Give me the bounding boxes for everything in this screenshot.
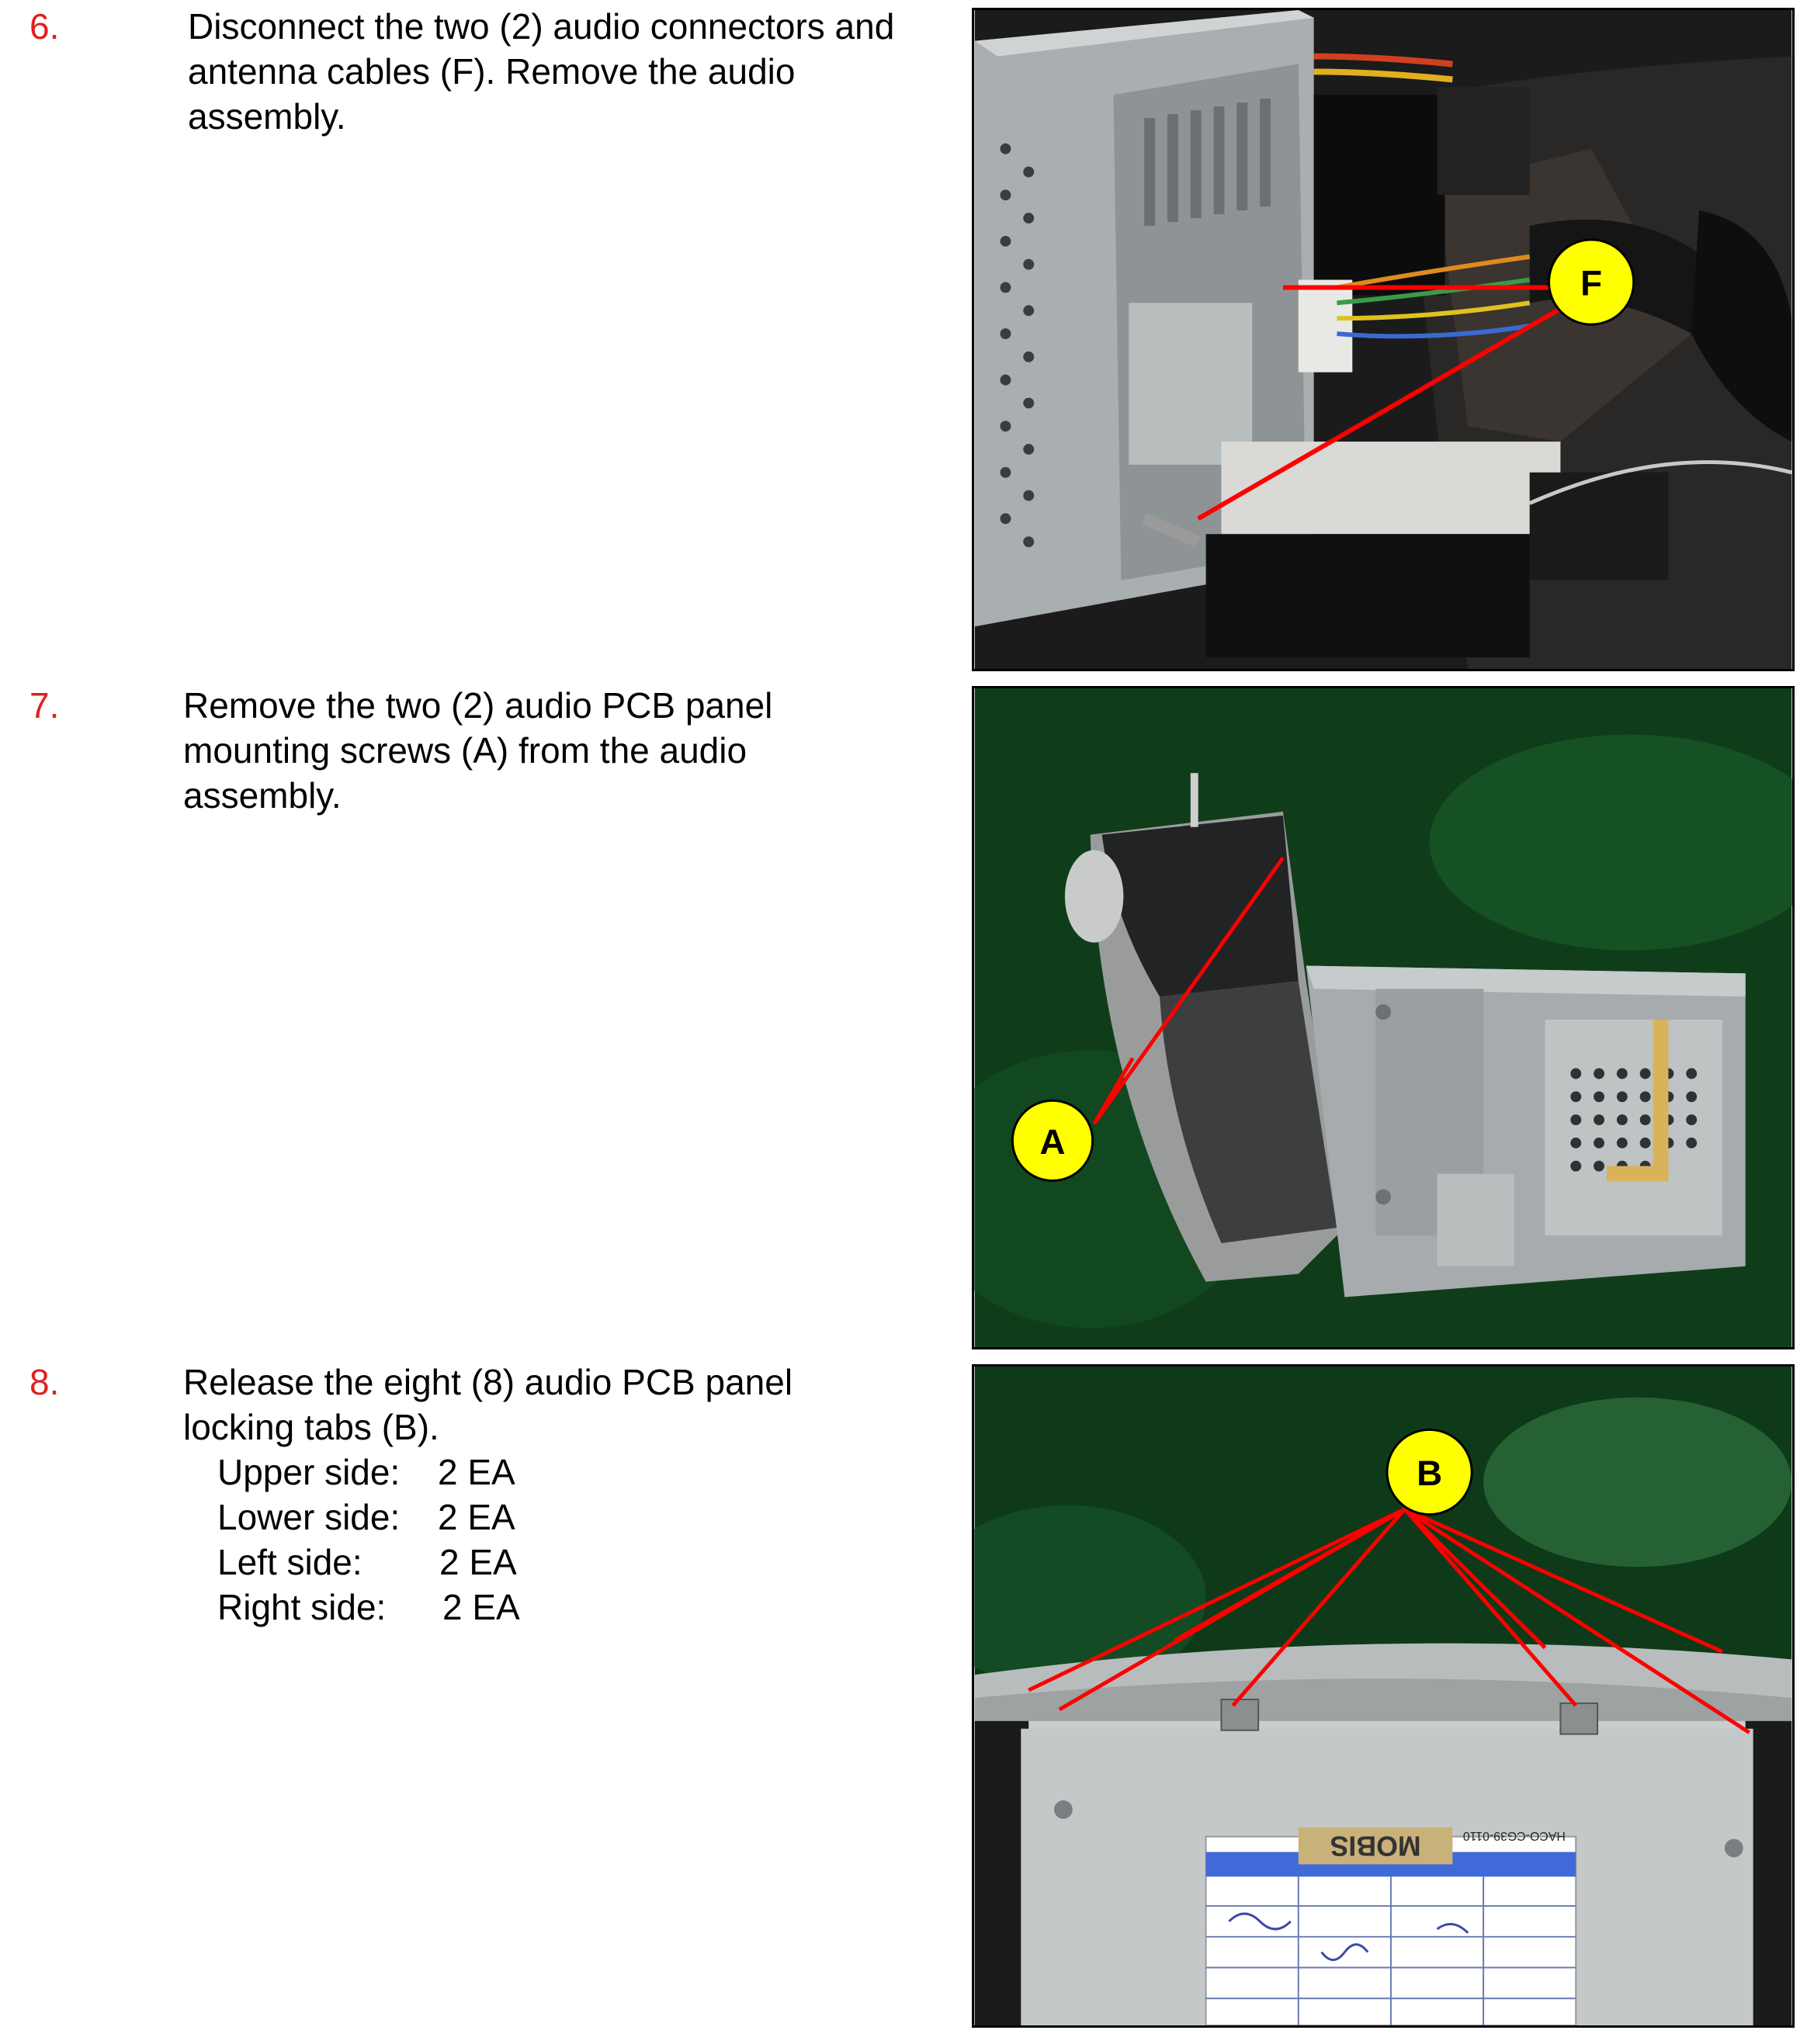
spec-value: 2 EA xyxy=(438,1452,515,1492)
sticker-code-text: HACO-CG39-0110 xyxy=(1462,1828,1566,1842)
spec-label: Left side: xyxy=(217,1542,362,1582)
instruction-line: mounting screws (A) from the audio xyxy=(183,730,747,771)
spec-value: 2 EA xyxy=(439,1542,517,1582)
instruction-line: assembly. xyxy=(183,775,342,816)
step-8 xyxy=(0,1360,931,1639)
callout-label: F xyxy=(1580,263,1603,303)
callout-label: A xyxy=(1039,1121,1066,1162)
step-7-photo xyxy=(972,686,1795,1349)
spec-label: Upper side: xyxy=(217,1452,401,1492)
spec-label: Right side: xyxy=(217,1587,387,1627)
sticker-brand-text: MOBIS xyxy=(1330,1830,1421,1862)
spec-label: Lower side: xyxy=(217,1497,401,1537)
step-number: 7. xyxy=(29,685,60,726)
audio-pcb-panel-illustration xyxy=(974,1367,1792,2025)
instruction-line: Disconnect the two (2) audio connectors and xyxy=(188,6,895,47)
spec-row-left xyxy=(183,1540,793,1585)
audio-assembly-on-mat-illustration xyxy=(974,688,1792,1347)
step-8-photo xyxy=(972,1364,1795,2028)
spec-row-upper xyxy=(183,1450,793,1495)
step-instruction xyxy=(183,1360,793,1630)
step-instruction xyxy=(183,683,772,818)
step-6-photo xyxy=(972,8,1795,671)
spec-row-lower xyxy=(183,1495,793,1540)
step-7 xyxy=(0,683,931,838)
audio-unit-in-dash-illustration xyxy=(974,10,1792,669)
step-number: 6. xyxy=(29,6,60,47)
callout-label: B xyxy=(1417,1453,1443,1493)
spec-row-right xyxy=(183,1585,793,1630)
instruction-line: assembly. xyxy=(188,96,346,137)
step-number: 8. xyxy=(29,1362,60,1402)
instruction-line: Remove the two (2) audio PCB panel xyxy=(183,685,773,726)
instruction-line: locking tabs (B). xyxy=(183,1407,439,1447)
step-6 xyxy=(0,4,931,159)
spec-value: 2 EA xyxy=(442,1587,520,1627)
instruction-line: Release the eight (8) audio PCB panel xyxy=(183,1362,793,1402)
spec-value: 2 EA xyxy=(438,1497,515,1537)
instruction-line: antenna cables (F). Remove the audio xyxy=(188,51,796,92)
step-instruction xyxy=(188,4,894,139)
